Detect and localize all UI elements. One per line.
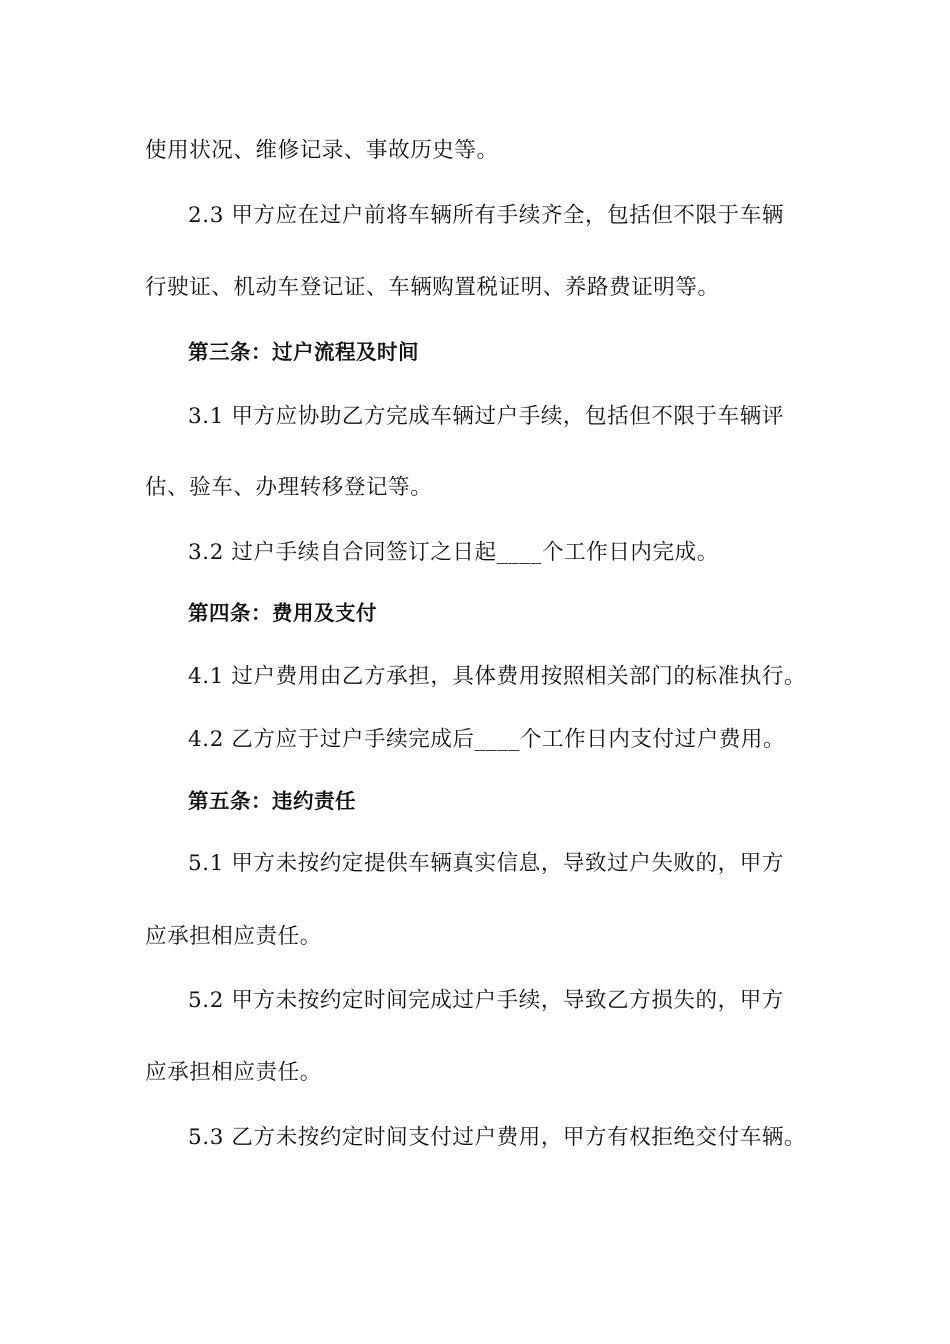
article-4-heading: 第四条：费用及支付: [188, 601, 377, 625]
clause-5-3: 5.3 乙方未按约定时间支付过户费用，甲方有权拒绝交付车辆。: [188, 1125, 807, 1150]
clause-3-1-line-1: 3.1 甲方应协助乙方完成车辆过户手续，包括但不限于车辆评: [188, 404, 784, 429]
clause-5-2-line-1: 5.2 甲方未按约定时间完成过户手续，导致乙方损失的，甲方: [188, 988, 784, 1013]
clause-5-1-line-2: 应承担相应责任。: [145, 924, 322, 949]
clause-5-2-line-2: 应承担相应责任。: [145, 1060, 322, 1085]
clause-2-3-line-2: 行驶证、机动车登记证、车辆购置税证明、养路费证明等。: [145, 275, 720, 300]
clause-5-1-line-1: 5.1 甲方未按约定提供车辆真实信息，导致过户失败的，甲方: [188, 851, 784, 876]
paragraph-2-2-continuation: 使用状况、维修记录、事故历史等。: [145, 138, 499, 163]
article-5-heading: 第五条：违约责任: [188, 789, 356, 813]
clause-2-3-line-1: 2.3 甲方应在过户前将车辆所有手续齐全，包括但不限于车辆: [188, 203, 784, 228]
clause-3-1-line-2: 估、验车、办理转移登记等。: [145, 475, 433, 500]
article-3-heading: 第三条：过户流程及时间: [188, 340, 419, 364]
clause-4-1: 4.1 过户费用由乙方承担，具体费用按照相关部门的标准执行。: [188, 664, 807, 689]
clause-3-2: 3.2 过户手续自合同签订之日起____个工作日内完成。: [188, 540, 719, 565]
clause-4-2: 4.2 乙方应于过户手续完成后____个工作日内支付过户费用。: [188, 727, 786, 752]
